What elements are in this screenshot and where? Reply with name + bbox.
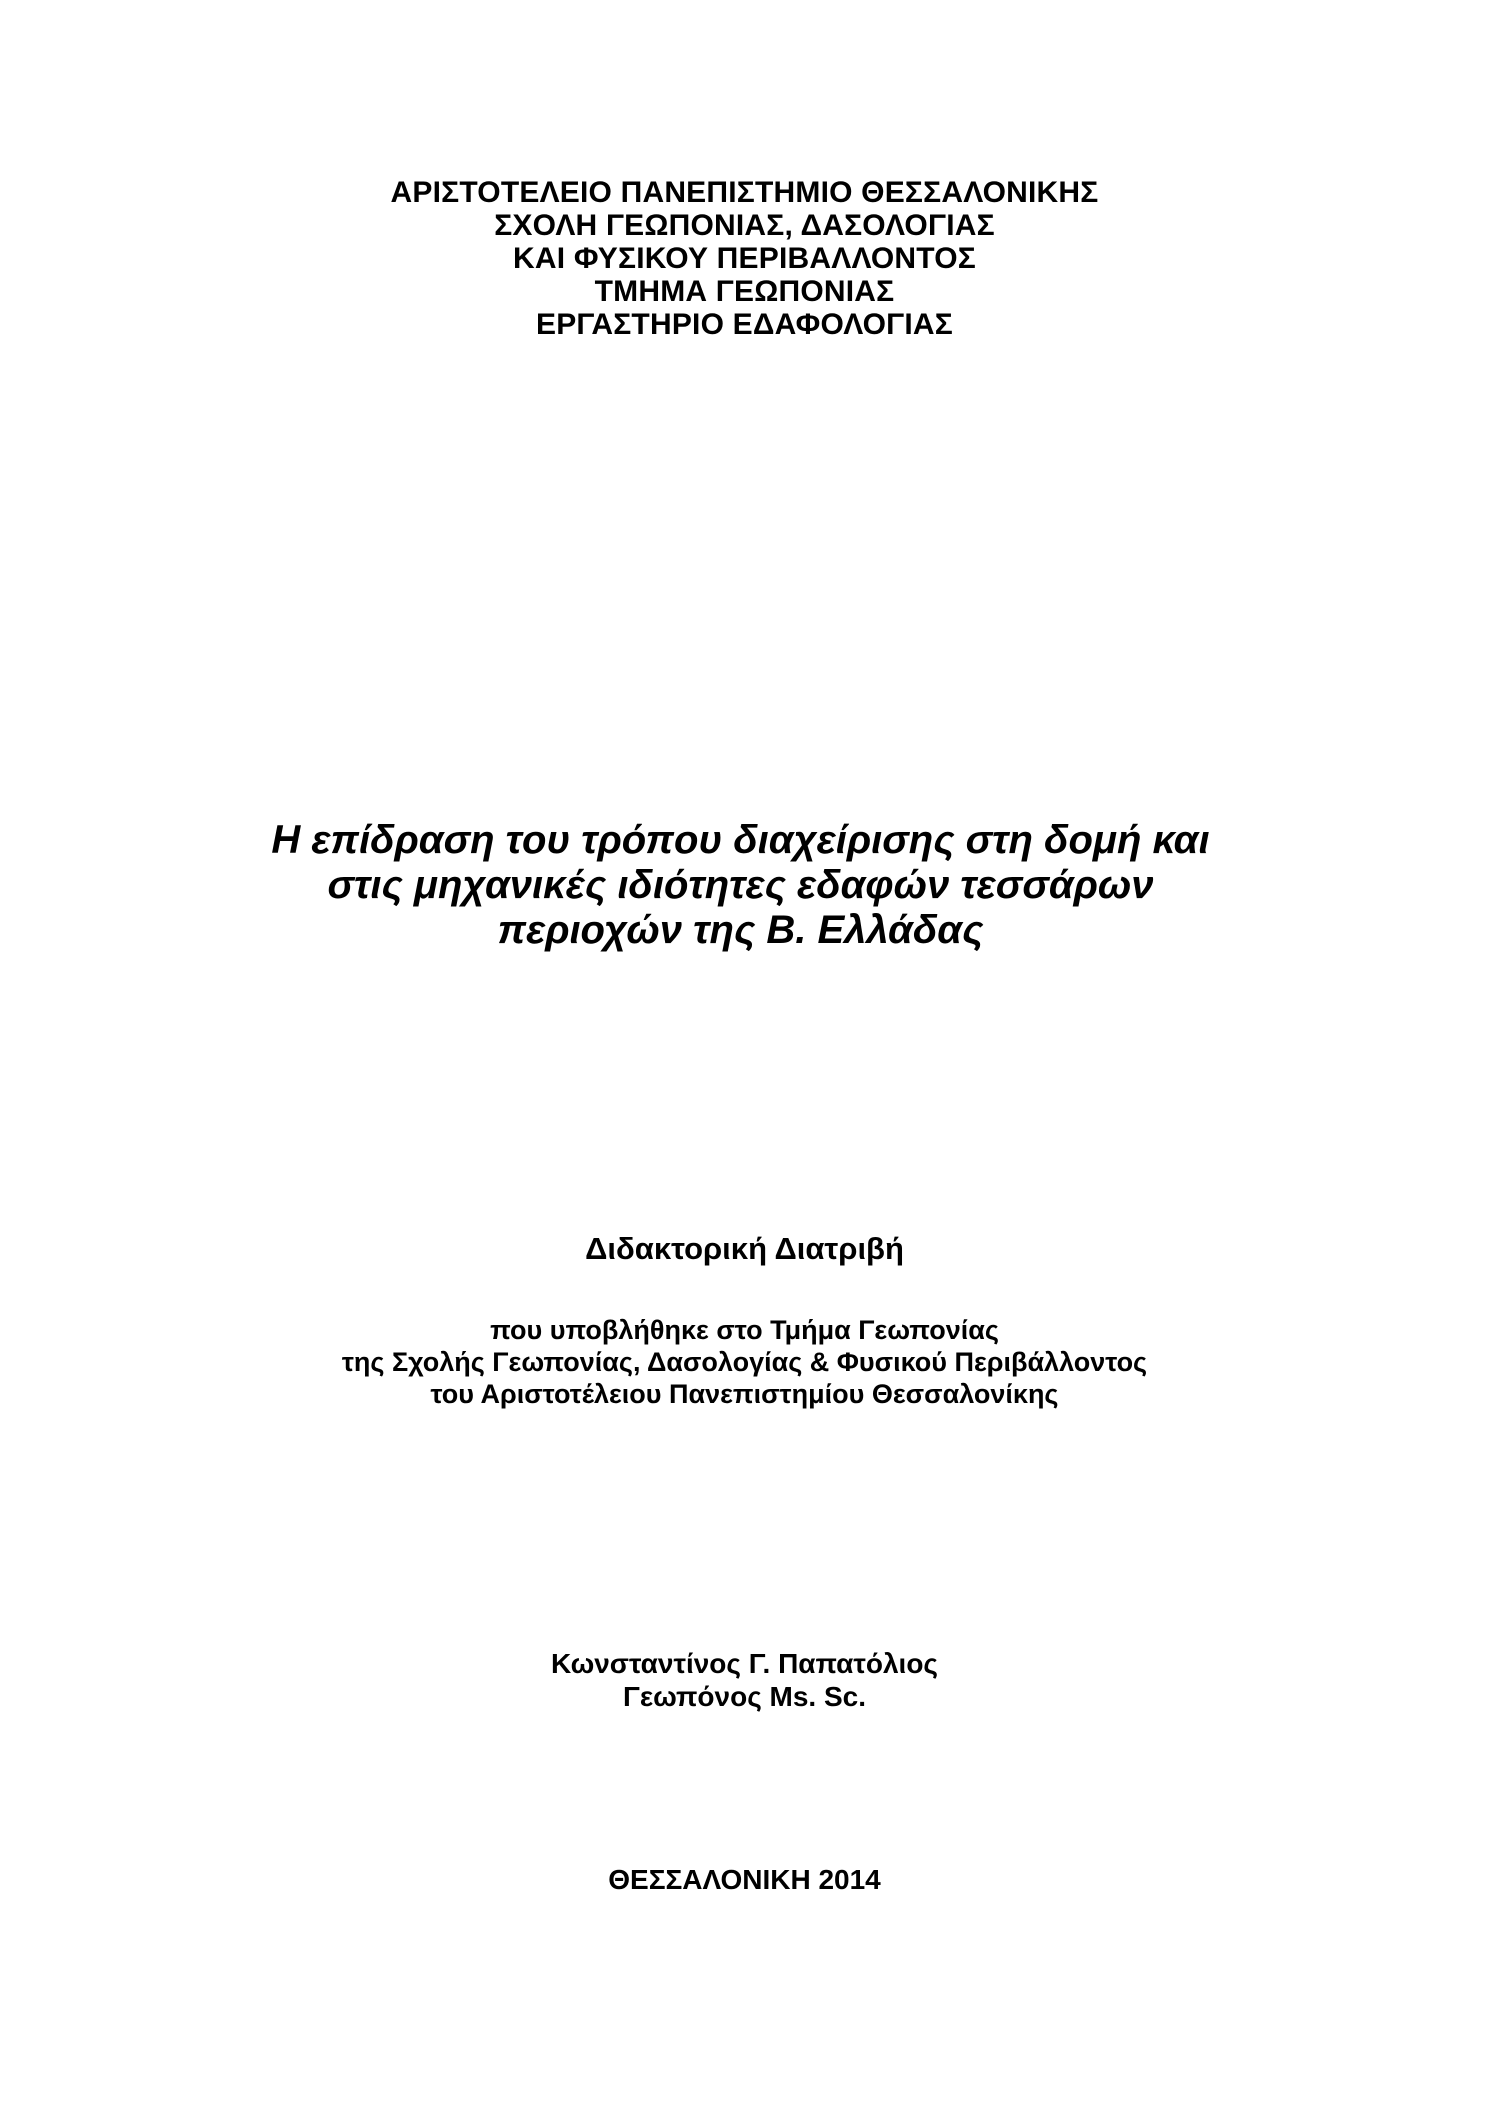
author-qualification: Γεωπόνος Ms. Sc. [622, 1681, 867, 1712]
document-type-block [0, 1231, 1489, 1267]
submission-line-2: της Σχολής Γεωπονίας, Δασολογίας & Φυσικού Περιβάλλοντος [341, 1347, 1148, 1377]
thesis-title-line-1: Η επίδραση του τρόπου διαχείρισης στη δομή και [271, 818, 1210, 862]
submission-line-3: του Αριστοτέλειου Πανεπιστημίου Θεσσαλονίκης [430, 1379, 1059, 1409]
department-name: ΤΜΗΜΑ ΓΕΩΠΟΝΙΑΣ [594, 275, 895, 308]
thesis-title-line-2: στις μηχανικές ιδιότητες εδαφών τεσσάρων [327, 863, 1154, 907]
place-year: ΘΕΣΣΑΛΟΝΙΚΗ 2014 [608, 1864, 881, 1895]
submission-line-1: που υποβλήθηκε στο Τμήμα Γεωπονίας [490, 1315, 999, 1345]
laboratory-name: ΕΡΓΑΣΤΗΡΙΟ ΕΔΑΦΟΛΟΓΙΑΣ [535, 308, 954, 341]
submission-statement [0, 1314, 1489, 1410]
place-year-block [0, 1863, 1489, 1896]
thesis-title-line-3: περιοχών της Β. Ελλάδας [497, 908, 984, 952]
institution-header [0, 176, 1489, 341]
school-name-line-1: ΣΧΟΛΗ ΓΕΩΠΟΝΙΑΣ, ΔΑΣΟΛΟΓΙΑΣ [494, 209, 995, 242]
university-name: ΑΡΙΣΤΟΤΕΛΕΙΟ ΠΑΝΕΠΙΣΤΗΜΙΟ ΘΕΣΣΑΛΟΝΙΚΗΣ [390, 176, 1099, 209]
author-name: Κωνσταντίνος Γ. Παπατόλιος [551, 1648, 938, 1679]
thesis-title [0, 818, 1485, 953]
school-name-line-2: ΚΑΙ ΦΥΣΙΚΟΥ ΠΕΡΙΒΑΛΛΟΝΤΟΣ [513, 242, 976, 275]
document-type: Διδακτορική Διατριβή [585, 1231, 904, 1266]
author-block [0, 1647, 1489, 1713]
